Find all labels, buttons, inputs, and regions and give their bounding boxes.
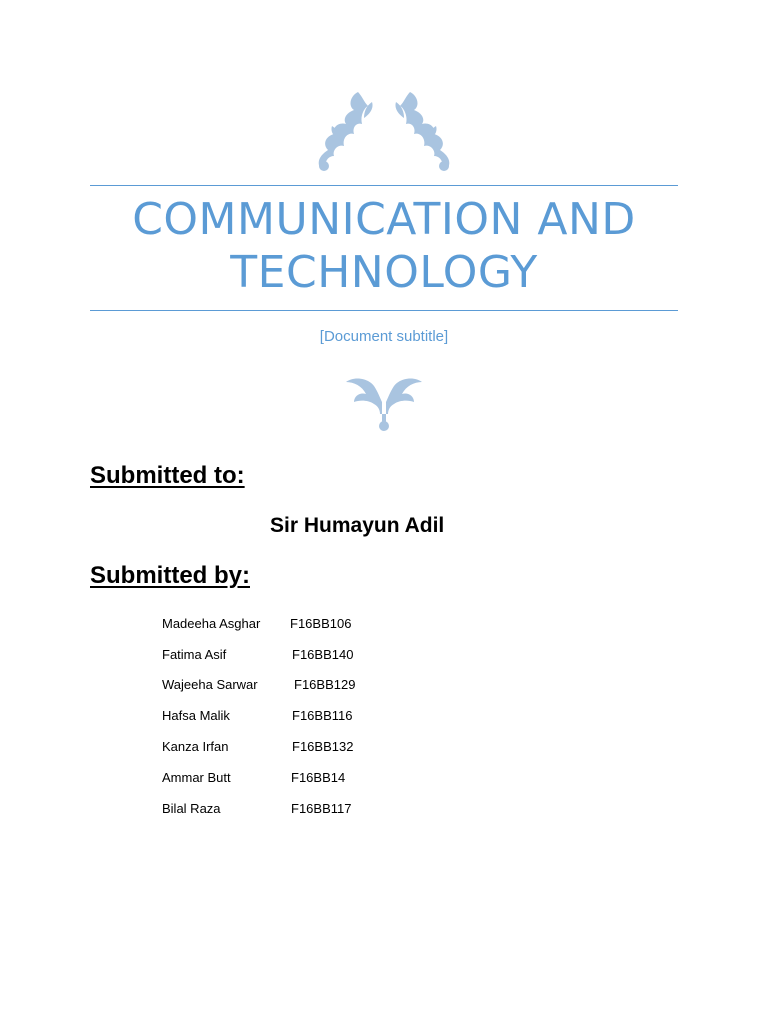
member-row xyxy=(162,793,462,824)
bottom-flourish-ornament xyxy=(344,376,424,432)
member-name: Ammar Butt xyxy=(162,769,231,785)
member-id: F16BB117 xyxy=(291,800,352,816)
top-flourish-ornament xyxy=(312,88,456,172)
member-name: Madeeha Asghar xyxy=(162,615,261,631)
document-subtitle-placeholder[interactable]: [Document subtitle] xyxy=(319,328,449,345)
member-id: F16BB132 xyxy=(292,739,354,755)
member-name: Hafsa Malik xyxy=(162,708,230,724)
submitted-by-heading: Submitted by: xyxy=(90,562,250,589)
submitted-to-heading: Submitted to: xyxy=(90,462,245,489)
member-row xyxy=(162,670,462,701)
member-name: Bilal Raza xyxy=(162,800,221,816)
member-id: F16BB116 xyxy=(292,708,353,724)
member-row xyxy=(162,762,462,793)
member-row xyxy=(162,731,462,762)
member-name: Fatima Asif xyxy=(162,646,227,662)
member-row xyxy=(162,639,462,670)
member-row xyxy=(162,700,462,731)
member-id: F16BB14 xyxy=(291,769,346,785)
member-id: F16BB140 xyxy=(292,646,354,662)
title-bottom-rule xyxy=(90,310,678,311)
document-title: COMMUNICATION AND TECHNOLOGY xyxy=(132,194,636,298)
member-name: Kanza Irfan xyxy=(162,739,229,755)
members-list xyxy=(162,608,462,824)
member-name: Wajeeha Sarwar xyxy=(162,677,258,693)
member-id: F16BB129 xyxy=(294,677,356,693)
recipient-name: Sir Humayun Adil xyxy=(270,514,445,537)
title-top-rule xyxy=(90,185,678,186)
member-id: F16BB106 xyxy=(290,615,352,631)
member-row xyxy=(162,608,462,639)
